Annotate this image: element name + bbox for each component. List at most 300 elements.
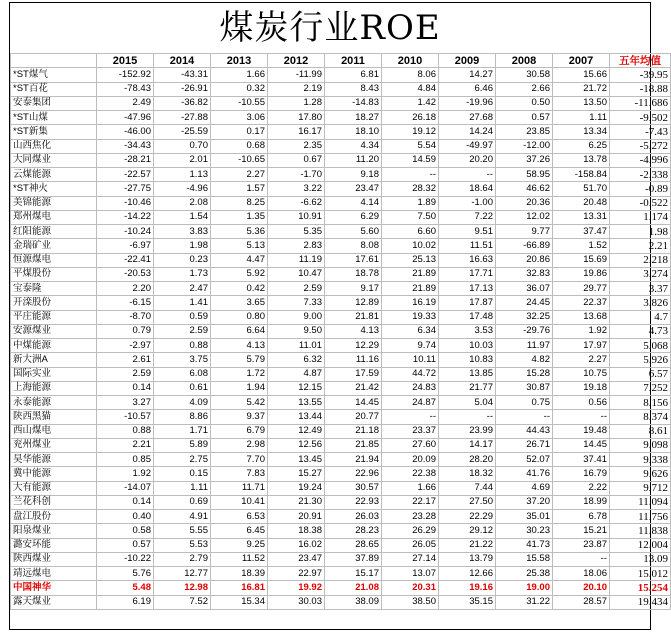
roe-value-cell[interactable]: -22.41	[97, 253, 154, 267]
company-name-cell[interactable]: *ST新集	[11, 125, 97, 139]
five-year-average-cell[interactable]: 1.98	[610, 225, 671, 239]
roe-value-cell[interactable]: 1.72	[211, 367, 268, 381]
roe-value-cell[interactable]: 6.53	[211, 510, 268, 524]
roe-value-cell[interactable]: 13.78	[553, 153, 610, 167]
roe-value-cell[interactable]: 4.84	[382, 82, 439, 96]
roe-value-cell[interactable]: 4.91	[154, 510, 211, 524]
five-year-average-cell[interactable]: -9.502	[610, 111, 671, 125]
company-name-cell[interactable]: 平煤股份	[11, 267, 97, 281]
roe-value-cell[interactable]: 11.51	[439, 239, 496, 253]
roe-value-cell[interactable]: 16.17	[268, 125, 325, 139]
company-name-cell[interactable]: 山西焦化	[11, 139, 97, 153]
roe-value-cell[interactable]: -43.31	[154, 68, 211, 82]
five-year-average-cell[interactable]: 3.274	[610, 267, 671, 281]
five-year-average-cell[interactable]: 9.098	[610, 438, 671, 452]
company-name-cell[interactable]: 陕西黑猫	[11, 410, 97, 424]
roe-value-cell[interactable]: 16.81	[211, 581, 268, 595]
company-name-cell[interactable]: 新大洲A	[11, 353, 97, 367]
company-name-cell[interactable]: 宝泰隆	[11, 282, 97, 296]
roe-value-cell[interactable]: -152.92	[97, 68, 154, 82]
roe-value-cell[interactable]: 38.50	[382, 595, 439, 609]
roe-value-cell[interactable]: 9.77	[496, 225, 553, 239]
five-year-average-cell[interactable]: 3.37	[610, 282, 671, 296]
roe-value-cell[interactable]: 17.48	[439, 310, 496, 324]
roe-value-cell[interactable]: 16.79	[553, 467, 610, 481]
roe-value-cell[interactable]: 30.23	[496, 524, 553, 538]
roe-value-cell[interactable]: 1.41	[154, 296, 211, 310]
roe-value-cell[interactable]: -8.70	[97, 310, 154, 324]
roe-value-cell[interactable]: 1.98	[154, 239, 211, 253]
five-year-average-cell[interactable]: 13.09	[610, 552, 671, 566]
five-year-average-cell[interactable]: 4.7	[610, 310, 671, 324]
roe-value-cell[interactable]: 32.83	[496, 267, 553, 281]
roe-value-cell[interactable]: 3.27	[97, 396, 154, 410]
roe-value-cell[interactable]: 6.45	[211, 524, 268, 538]
five-year-average-cell[interactable]: -18.88	[610, 82, 671, 96]
five-year-average-cell[interactable]: 11.756	[610, 510, 671, 524]
company-name-cell[interactable]: 红阳能源	[11, 225, 97, 239]
roe-value-cell[interactable]: 2.83	[268, 239, 325, 253]
header-cell-year[interactable]: 2011	[325, 54, 382, 68]
roe-value-cell[interactable]: -6.15	[97, 296, 154, 310]
roe-value-cell[interactable]: 0.40	[97, 510, 154, 524]
roe-value-cell[interactable]: 15.34	[211, 595, 268, 609]
company-name-cell[interactable]: 露天煤业	[11, 595, 97, 609]
roe-value-cell[interactable]: 4.82	[496, 353, 553, 367]
roe-value-cell[interactable]: 5.54	[382, 139, 439, 153]
roe-value-cell[interactable]: 30.57	[325, 481, 382, 495]
roe-value-cell[interactable]: 1.54	[154, 210, 211, 224]
roe-value-cell[interactable]: 5.04	[439, 396, 496, 410]
roe-value-cell[interactable]: 17.80	[268, 111, 325, 125]
roe-value-cell[interactable]: 37.47	[553, 225, 610, 239]
company-name-cell[interactable]: 安源煤业	[11, 324, 97, 338]
roe-value-cell[interactable]: 46.62	[496, 182, 553, 196]
company-name-cell[interactable]: 恒源煤电	[11, 253, 97, 267]
five-year-average-cell[interactable]: 9.712	[610, 481, 671, 495]
roe-value-cell[interactable]: 17.61	[325, 253, 382, 267]
roe-value-cell[interactable]: 1.73	[154, 267, 211, 281]
roe-value-cell[interactable]: 2.22	[553, 481, 610, 495]
roe-value-cell[interactable]: -28.21	[97, 153, 154, 167]
roe-value-cell[interactable]: --	[553, 552, 610, 566]
header-cell-year[interactable]: 2015	[97, 54, 154, 68]
roe-value-cell[interactable]: 10.47	[268, 267, 325, 281]
roe-value-cell[interactable]: -10.46	[97, 196, 154, 210]
five-year-average-cell[interactable]: 9.338	[610, 453, 671, 467]
roe-value-cell[interactable]: 30.03	[268, 595, 325, 609]
roe-value-cell[interactable]: 2.59	[154, 324, 211, 338]
roe-value-cell[interactable]: 28.65	[325, 538, 382, 552]
company-name-cell[interactable]: *ST山煤	[11, 111, 97, 125]
company-name-cell[interactable]: 盘江股份	[11, 510, 97, 524]
roe-value-cell[interactable]: 15.58	[496, 552, 553, 566]
roe-value-cell[interactable]: 28.20	[439, 453, 496, 467]
roe-value-cell[interactable]: 17.59	[325, 367, 382, 381]
roe-value-cell[interactable]: 19.24	[268, 481, 325, 495]
roe-value-cell[interactable]: 13.44	[268, 410, 325, 424]
five-year-average-cell[interactable]: 8.61	[610, 424, 671, 438]
roe-value-cell[interactable]: -4.96	[154, 182, 211, 196]
roe-value-cell[interactable]: 13.55	[268, 396, 325, 410]
roe-value-cell[interactable]: 20.20	[439, 153, 496, 167]
roe-value-cell[interactable]: 20.10	[553, 581, 610, 595]
roe-value-cell[interactable]: 0.75	[496, 396, 553, 410]
roe-value-cell[interactable]: -158.84	[553, 168, 610, 182]
roe-value-cell[interactable]: 0.85	[97, 453, 154, 467]
roe-value-cell[interactable]: 9.17	[325, 282, 382, 296]
company-name-cell[interactable]: 大有能源	[11, 481, 97, 495]
roe-value-cell[interactable]: 15.28	[496, 367, 553, 381]
roe-value-cell[interactable]: 12.15	[268, 381, 325, 395]
roe-value-cell[interactable]: -1.70	[268, 168, 325, 182]
roe-value-cell[interactable]: 19.92	[268, 581, 325, 595]
roe-value-cell[interactable]: 12.89	[325, 296, 382, 310]
roe-value-cell[interactable]: 12.02	[496, 210, 553, 224]
roe-value-cell[interactable]: 1.57	[211, 182, 268, 196]
roe-value-cell[interactable]: 21.94	[325, 453, 382, 467]
five-year-average-cell[interactable]: -11.686	[610, 96, 671, 110]
roe-value-cell[interactable]: --	[553, 410, 610, 424]
roe-value-cell[interactable]: 1.35	[211, 210, 268, 224]
roe-value-cell[interactable]: 2.35	[268, 139, 325, 153]
roe-value-cell[interactable]: 26.05	[382, 538, 439, 552]
roe-value-cell[interactable]: 8.25	[211, 196, 268, 210]
roe-value-cell[interactable]: 5.48	[97, 581, 154, 595]
roe-value-cell[interactable]: 21.81	[325, 310, 382, 324]
roe-value-cell[interactable]: 2.47	[154, 282, 211, 296]
roe-value-cell[interactable]: 4.47	[211, 253, 268, 267]
company-name-cell[interactable]: 上海能源	[11, 381, 97, 395]
roe-value-cell[interactable]: 0.68	[211, 139, 268, 153]
roe-value-cell[interactable]: -10.24	[97, 225, 154, 239]
roe-value-cell[interactable]: 0.32	[211, 82, 268, 96]
five-year-average-cell[interactable]: 7.252	[610, 381, 671, 395]
roe-value-cell[interactable]: 29.77	[553, 282, 610, 296]
roe-value-cell[interactable]: 12.49	[268, 424, 325, 438]
roe-value-cell[interactable]: -11.99	[268, 68, 325, 82]
roe-value-cell[interactable]: 13.45	[268, 453, 325, 467]
roe-value-cell[interactable]: 20.77	[325, 410, 382, 424]
roe-value-cell[interactable]: 1.71	[154, 424, 211, 438]
roe-value-cell[interactable]: 41.76	[496, 467, 553, 481]
roe-value-cell[interactable]: 37.26	[496, 153, 553, 167]
roe-value-cell[interactable]: 25.38	[496, 567, 553, 581]
roe-value-cell[interactable]: 6.32	[268, 353, 325, 367]
roe-value-cell[interactable]: 21.30	[268, 495, 325, 509]
roe-value-cell[interactable]: -10.55	[211, 96, 268, 110]
roe-value-cell[interactable]: -6.97	[97, 239, 154, 253]
roe-value-cell[interactable]: 0.17	[211, 125, 268, 139]
roe-value-cell[interactable]: 7.22	[439, 210, 496, 224]
roe-value-cell[interactable]: 3.22	[268, 182, 325, 196]
five-year-average-cell[interactable]: 12.004	[610, 538, 671, 552]
roe-value-cell[interactable]: 2.27	[211, 168, 268, 182]
roe-value-cell[interactable]: 13.07	[382, 567, 439, 581]
roe-value-cell[interactable]: 6.19	[97, 595, 154, 609]
roe-value-cell[interactable]: 18.39	[211, 567, 268, 581]
five-year-average-cell[interactable]: -2.338	[610, 168, 671, 182]
header-cell-year[interactable]: 2012	[268, 54, 325, 68]
roe-value-cell[interactable]: 5.35	[268, 225, 325, 239]
roe-value-cell[interactable]: -10.22	[97, 552, 154, 566]
roe-value-cell[interactable]: 12.56	[268, 438, 325, 452]
company-name-cell[interactable]: 大同煤业	[11, 153, 97, 167]
roe-value-cell[interactable]: 18.06	[553, 567, 610, 581]
roe-value-cell[interactable]: 12.77	[154, 567, 211, 581]
roe-value-cell[interactable]: 1.94	[211, 381, 268, 395]
roe-value-cell[interactable]: 21.08	[325, 581, 382, 595]
roe-value-cell[interactable]: -14.07	[97, 481, 154, 495]
header-corner-cell[interactable]	[11, 54, 97, 68]
five-year-average-cell[interactable]: 15.012	[610, 567, 671, 581]
roe-value-cell[interactable]: 15.69	[553, 253, 610, 267]
roe-value-cell[interactable]: 10.11	[382, 353, 439, 367]
roe-value-cell[interactable]: 2.27	[553, 353, 610, 367]
roe-value-cell[interactable]: -36.82	[154, 96, 211, 110]
roe-value-cell[interactable]: 0.15	[154, 467, 211, 481]
roe-value-cell[interactable]: 26.03	[325, 510, 382, 524]
roe-value-cell[interactable]: 4.13	[211, 339, 268, 353]
company-name-cell[interactable]: 郑州煤电	[11, 210, 97, 224]
five-year-average-cell[interactable]: -39.95	[610, 68, 671, 82]
roe-value-cell[interactable]: 0.79	[97, 324, 154, 338]
roe-value-cell[interactable]: 11.97	[496, 339, 553, 353]
roe-value-cell[interactable]: -29.76	[496, 324, 553, 338]
roe-value-cell[interactable]: 0.14	[97, 495, 154, 509]
roe-value-cell[interactable]: 0.23	[154, 253, 211, 267]
roe-value-cell[interactable]: 26.18	[382, 111, 439, 125]
roe-value-cell[interactable]: 18.32	[439, 467, 496, 481]
roe-value-cell[interactable]: 5.36	[211, 225, 268, 239]
roe-value-cell[interactable]: 2.01	[154, 153, 211, 167]
five-year-average-cell[interactable]: 9.626	[610, 467, 671, 481]
roe-value-cell[interactable]: 4.69	[496, 481, 553, 495]
roe-value-cell[interactable]: 4.14	[325, 196, 382, 210]
five-year-average-cell[interactable]: -0.522	[610, 196, 671, 210]
roe-value-cell[interactable]: 2.75	[154, 453, 211, 467]
company-name-cell[interactable]: 中国神华	[11, 581, 97, 595]
company-name-cell[interactable]: *ST煤气	[11, 68, 97, 82]
roe-value-cell[interactable]: 19.12	[382, 125, 439, 139]
five-year-average-cell[interactable]: 6.57	[610, 367, 671, 381]
roe-value-cell[interactable]: 3.53	[439, 324, 496, 338]
roe-value-cell[interactable]: 18.99	[553, 495, 610, 509]
roe-value-cell[interactable]: 32.25	[496, 310, 553, 324]
roe-value-cell[interactable]: -46.00	[97, 125, 154, 139]
header-cell-year[interactable]: 2008	[496, 54, 553, 68]
roe-value-cell[interactable]: 19.86	[553, 267, 610, 281]
roe-value-cell[interactable]: 44.72	[382, 367, 439, 381]
roe-value-cell[interactable]: -27.88	[154, 111, 211, 125]
roe-value-cell[interactable]: 0.88	[97, 424, 154, 438]
roe-value-cell[interactable]: 6.81	[325, 68, 382, 82]
roe-value-cell[interactable]: 38.09	[325, 595, 382, 609]
roe-value-cell[interactable]: 1.92	[97, 467, 154, 481]
company-name-cell[interactable]: 潞安环能	[11, 538, 97, 552]
company-name-cell[interactable]: 安泰集团	[11, 96, 97, 110]
roe-value-cell[interactable]: 13.34	[553, 125, 610, 139]
company-name-cell[interactable]: 中煤能源	[11, 339, 97, 353]
roe-value-cell[interactable]: 14.27	[439, 68, 496, 82]
roe-value-cell[interactable]: 5.60	[325, 225, 382, 239]
roe-value-cell[interactable]: 20.48	[553, 196, 610, 210]
roe-value-cell[interactable]: 22.29	[439, 510, 496, 524]
roe-value-cell[interactable]: 0.80	[211, 310, 268, 324]
roe-value-cell[interactable]: 1.89	[382, 196, 439, 210]
roe-value-cell[interactable]: 4.09	[154, 396, 211, 410]
company-name-cell[interactable]: 永泰能源	[11, 396, 97, 410]
five-year-average-cell[interactable]: 8.374	[610, 410, 671, 424]
roe-value-cell[interactable]: 4.13	[325, 324, 382, 338]
roe-value-cell[interactable]: 14.59	[382, 153, 439, 167]
roe-value-cell[interactable]: 0.59	[154, 310, 211, 324]
roe-value-cell[interactable]: 21.77	[439, 381, 496, 395]
roe-value-cell[interactable]: 31.22	[496, 595, 553, 609]
roe-value-cell[interactable]: 15.66	[553, 68, 610, 82]
roe-value-cell[interactable]: 35.15	[439, 595, 496, 609]
roe-value-cell[interactable]: 5.76	[97, 567, 154, 581]
five-year-average-cell[interactable]: 11.094	[610, 495, 671, 509]
company-name-cell[interactable]: 云煤能源	[11, 168, 97, 182]
header-cell-year[interactable]: 2013	[211, 54, 268, 68]
header-cell-year[interactable]: 2014	[154, 54, 211, 68]
company-name-cell[interactable]: *ST神火	[11, 182, 97, 196]
roe-value-cell[interactable]: 1.11	[154, 481, 211, 495]
roe-value-cell[interactable]: 37.20	[496, 495, 553, 509]
roe-value-cell[interactable]: 21.18	[325, 424, 382, 438]
roe-value-cell[interactable]: 6.08	[154, 367, 211, 381]
company-name-cell[interactable]: 陕西煤业	[11, 552, 97, 566]
roe-value-cell[interactable]: 23.85	[496, 125, 553, 139]
roe-value-cell[interactable]: 5.55	[154, 524, 211, 538]
company-name-cell[interactable]: 开滦股份	[11, 296, 97, 310]
roe-value-cell[interactable]: 6.60	[382, 225, 439, 239]
roe-value-cell[interactable]: 17.71	[439, 267, 496, 281]
roe-value-cell[interactable]: 44.43	[496, 424, 553, 438]
roe-value-cell[interactable]: 9.00	[268, 310, 325, 324]
roe-value-cell[interactable]: 52.07	[496, 453, 553, 467]
roe-value-cell[interactable]: -12.00	[496, 139, 553, 153]
roe-value-cell[interactable]: 21.85	[325, 438, 382, 452]
company-name-cell[interactable]: 兖州煤业	[11, 438, 97, 452]
roe-value-cell[interactable]: 1.66	[382, 481, 439, 495]
roe-value-cell[interactable]: 16.19	[382, 296, 439, 310]
five-year-average-cell[interactable]: -4.996	[610, 153, 671, 167]
roe-value-cell[interactable]: 7.70	[211, 453, 268, 467]
company-name-cell[interactable]: *ST百花	[11, 82, 97, 96]
roe-value-cell[interactable]: 15.27	[268, 467, 325, 481]
roe-value-cell[interactable]: 2.49	[97, 96, 154, 110]
roe-value-cell[interactable]: -66.89	[496, 239, 553, 253]
roe-value-cell[interactable]: 17.97	[553, 339, 610, 353]
five-year-average-cell[interactable]: 5.068	[610, 339, 671, 353]
roe-value-cell[interactable]: 8.06	[382, 68, 439, 82]
five-year-average-cell[interactable]: 3.826	[610, 296, 671, 310]
roe-value-cell[interactable]: 25.13	[382, 253, 439, 267]
roe-value-cell[interactable]: 0.67	[268, 153, 325, 167]
company-name-cell[interactable]: 靖远煤电	[11, 567, 97, 581]
roe-value-cell[interactable]: 0.56	[553, 396, 610, 410]
roe-value-cell[interactable]: 2.59	[97, 367, 154, 381]
roe-value-cell[interactable]: 24.83	[382, 381, 439, 395]
roe-value-cell[interactable]: 3.65	[211, 296, 268, 310]
roe-value-cell[interactable]: 10.75	[553, 367, 610, 381]
roe-value-cell[interactable]: 1.66	[211, 68, 268, 82]
roe-value-cell[interactable]: 22.96	[325, 467, 382, 481]
roe-value-cell[interactable]: 13.50	[553, 96, 610, 110]
roe-value-cell[interactable]: 23.47	[325, 182, 382, 196]
roe-value-cell[interactable]: 13.79	[439, 552, 496, 566]
roe-value-cell[interactable]: 22.17	[382, 495, 439, 509]
roe-value-cell[interactable]: 10.91	[268, 210, 325, 224]
roe-value-cell[interactable]: 2.98	[211, 438, 268, 452]
roe-value-cell[interactable]: 7.50	[382, 210, 439, 224]
roe-value-cell[interactable]: 20.91	[268, 510, 325, 524]
roe-value-cell[interactable]: --	[496, 410, 553, 424]
roe-value-cell[interactable]: -25.59	[154, 125, 211, 139]
company-name-cell[interactable]: 西山煤电	[11, 424, 97, 438]
roe-value-cell[interactable]: -10.57	[97, 410, 154, 424]
header-cell-five-year-average[interactable]: 五年均值	[610, 54, 671, 68]
roe-value-cell[interactable]: -19.96	[439, 96, 496, 110]
roe-value-cell[interactable]: 9.51	[439, 225, 496, 239]
roe-value-cell[interactable]: 11.16	[325, 353, 382, 367]
roe-value-cell[interactable]: -10.65	[211, 153, 268, 167]
roe-value-cell[interactable]: 6.64	[211, 324, 268, 338]
roe-value-cell[interactable]: 20.31	[382, 581, 439, 595]
roe-value-cell[interactable]: 2.20	[97, 282, 154, 296]
roe-value-cell[interactable]: 16.63	[439, 253, 496, 267]
five-year-average-cell[interactable]: 15.254	[610, 581, 671, 595]
header-cell-year[interactable]: 2007	[553, 54, 610, 68]
roe-value-cell[interactable]: -78.43	[97, 82, 154, 96]
roe-value-cell[interactable]: 17.13	[439, 282, 496, 296]
roe-value-cell[interactable]: 14.45	[553, 438, 610, 452]
roe-value-cell[interactable]: 23.87	[553, 538, 610, 552]
roe-value-cell[interactable]: 27.50	[439, 495, 496, 509]
roe-value-cell[interactable]: 13.68	[553, 310, 610, 324]
roe-value-cell[interactable]: 21.22	[439, 538, 496, 552]
roe-value-cell[interactable]: 1.28	[268, 96, 325, 110]
roe-value-cell[interactable]: 11.19	[268, 253, 325, 267]
roe-value-cell[interactable]: 21.89	[382, 267, 439, 281]
roe-value-cell[interactable]: 0.42	[211, 282, 268, 296]
roe-value-cell[interactable]: 10.02	[382, 239, 439, 253]
roe-value-cell[interactable]: 1.42	[382, 96, 439, 110]
roe-value-cell[interactable]: 0.14	[97, 381, 154, 395]
roe-value-cell[interactable]: 10.03	[439, 339, 496, 353]
roe-value-cell[interactable]: 6.78	[553, 510, 610, 524]
roe-value-cell[interactable]: 28.57	[553, 595, 610, 609]
roe-value-cell[interactable]: 5.42	[211, 396, 268, 410]
roe-value-cell[interactable]: 2.19	[268, 82, 325, 96]
company-name-cell[interactable]: 平庄能源	[11, 310, 97, 324]
roe-value-cell[interactable]: 41.73	[496, 538, 553, 552]
roe-value-cell[interactable]: 0.61	[154, 381, 211, 395]
roe-value-cell[interactable]: 3.75	[154, 353, 211, 367]
roe-value-cell[interactable]: 6.25	[553, 139, 610, 153]
roe-value-cell[interactable]: 11.52	[211, 552, 268, 566]
roe-value-cell[interactable]: 2.79	[154, 552, 211, 566]
roe-value-cell[interactable]: 23.28	[382, 510, 439, 524]
five-year-average-cell[interactable]: 19.434	[610, 595, 671, 609]
roe-value-cell[interactable]: 0.58	[97, 524, 154, 538]
roe-value-cell[interactable]: 9.74	[382, 339, 439, 353]
roe-value-cell[interactable]: 4.87	[268, 367, 325, 381]
roe-value-cell[interactable]: 27.68	[439, 111, 496, 125]
roe-value-cell[interactable]: 7.44	[439, 481, 496, 495]
